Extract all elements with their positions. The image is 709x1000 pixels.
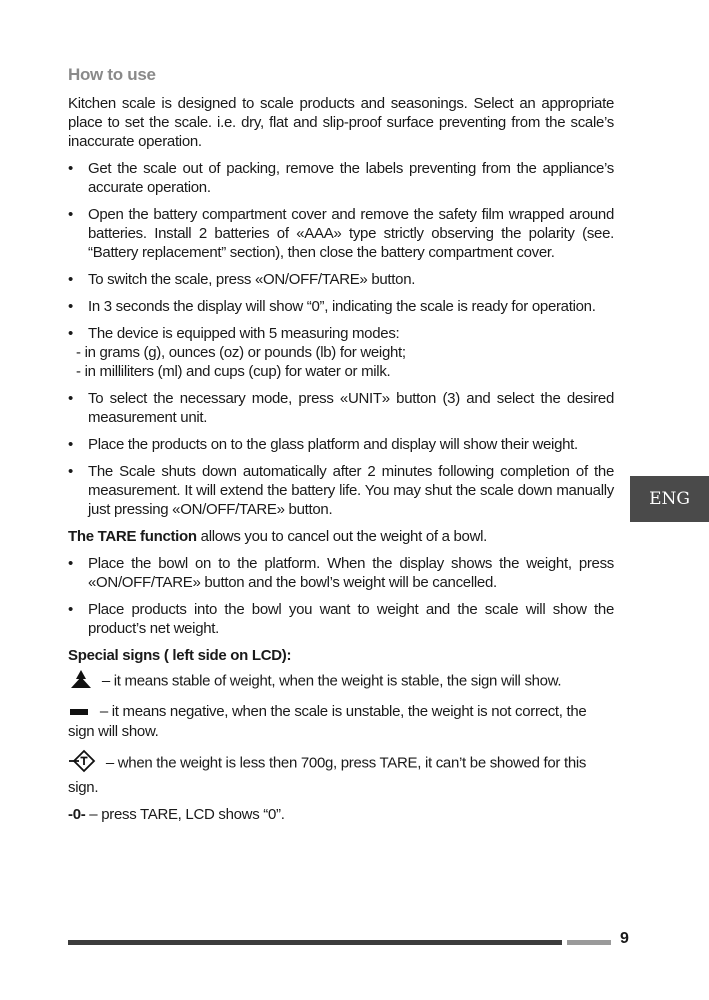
list-item: • In 3 seconds the display will show “0”, indicating the scale is ready for operation. bbox=[68, 297, 614, 316]
zero-sign-text: – press TARE, LCD shows “0”. bbox=[85, 805, 285, 823]
negative-sign-row bbox=[68, 702, 614, 741]
negative-bar-icon bbox=[68, 703, 92, 722]
instruction-list bbox=[68, 159, 614, 519]
list-item-modes bbox=[68, 324, 614, 381]
stable-triangle-icon bbox=[68, 669, 94, 694]
page-content bbox=[68, 64, 614, 832]
tare-sign-row bbox=[68, 749, 614, 797]
tare-title: The TARE function bbox=[68, 528, 197, 545]
list-item: • Get the scale out of packing, remove the labels preventing from the appliance’s accurate operation. bbox=[68, 159, 614, 197]
language-tab: ENG bbox=[630, 476, 709, 522]
intro-paragraph: Kitchen scale is designed to scale products and seasonings. Select an appropriate place to set the scale. i.e. dry, flat and slip-proof surface preventing from the scale’s inaccurate operation. bbox=[68, 95, 614, 150]
zero-symbol: -0- bbox=[68, 805, 86, 823]
footer-rule-light bbox=[567, 940, 611, 945]
negative-sign-text: – it means negative, when the scale is unstable, the weight is not correct, the sign will show. bbox=[68, 703, 587, 740]
tare-list bbox=[68, 554, 614, 638]
section-heading: How to use bbox=[68, 65, 156, 84]
tare-diamond-icon bbox=[68, 749, 98, 778]
zero-sign-row bbox=[68, 805, 614, 824]
list-item: • Place products into the bowl you want to weight and the scale will show the product’s net weight. bbox=[68, 600, 614, 638]
special-signs-title: Special signs ( left side on LCD): bbox=[68, 647, 292, 664]
list-item: • Open the battery compartment cover and remove the safety film wrapped around batteries. Install 2 batteries of «AAA» type strictly observing the polarity (see. “Battery replacement” section), then close the battery compartment cover. bbox=[68, 205, 614, 262]
tare-text: allows you to cancel out the weight of a bowl. bbox=[196, 528, 488, 545]
list-item: • Place the products on to the glass platform and display will show their weight. bbox=[68, 435, 614, 454]
modes-weight: - in grams (g), ounces (oz) or pounds (lb) for weight; bbox=[76, 344, 406, 361]
stable-sign-row bbox=[68, 669, 614, 694]
list-item: • Place the bowl on to the platform. When the display shows the weight, press «ON/OFF/TARE» button and the bowl’s weight will be cancelled. bbox=[68, 554, 614, 592]
page-number: 9 bbox=[620, 930, 629, 947]
modes-intro: The device is equipped with 5 measuring modes: bbox=[88, 325, 400, 342]
list-item: • The Scale shuts down automatically after 2 minutes following completion of the measurement. It will extend the battery life. You may shut the scale down manually just pressing «ON/OFF/TARE» button. bbox=[68, 462, 614, 519]
tare-paragraph bbox=[68, 527, 614, 546]
footer-rule-dark bbox=[68, 940, 562, 945]
list-item: • To select the necessary mode, press «UNIT» button (3) and select the desired measurement unit. bbox=[68, 389, 614, 427]
list-item: • To switch the scale, press «ON/OFF/TARE» button. bbox=[68, 270, 614, 289]
stable-sign-text: – it means stable of weight, when the weight is stable, the sign will show. bbox=[98, 672, 562, 690]
modes-volume: - in milliliters (ml) and cups (cup) for water or milk. bbox=[76, 363, 391, 380]
tare-sign-text: – when the weight is less then 700g, press TARE, it can’t be showed for this sign. bbox=[68, 754, 587, 796]
